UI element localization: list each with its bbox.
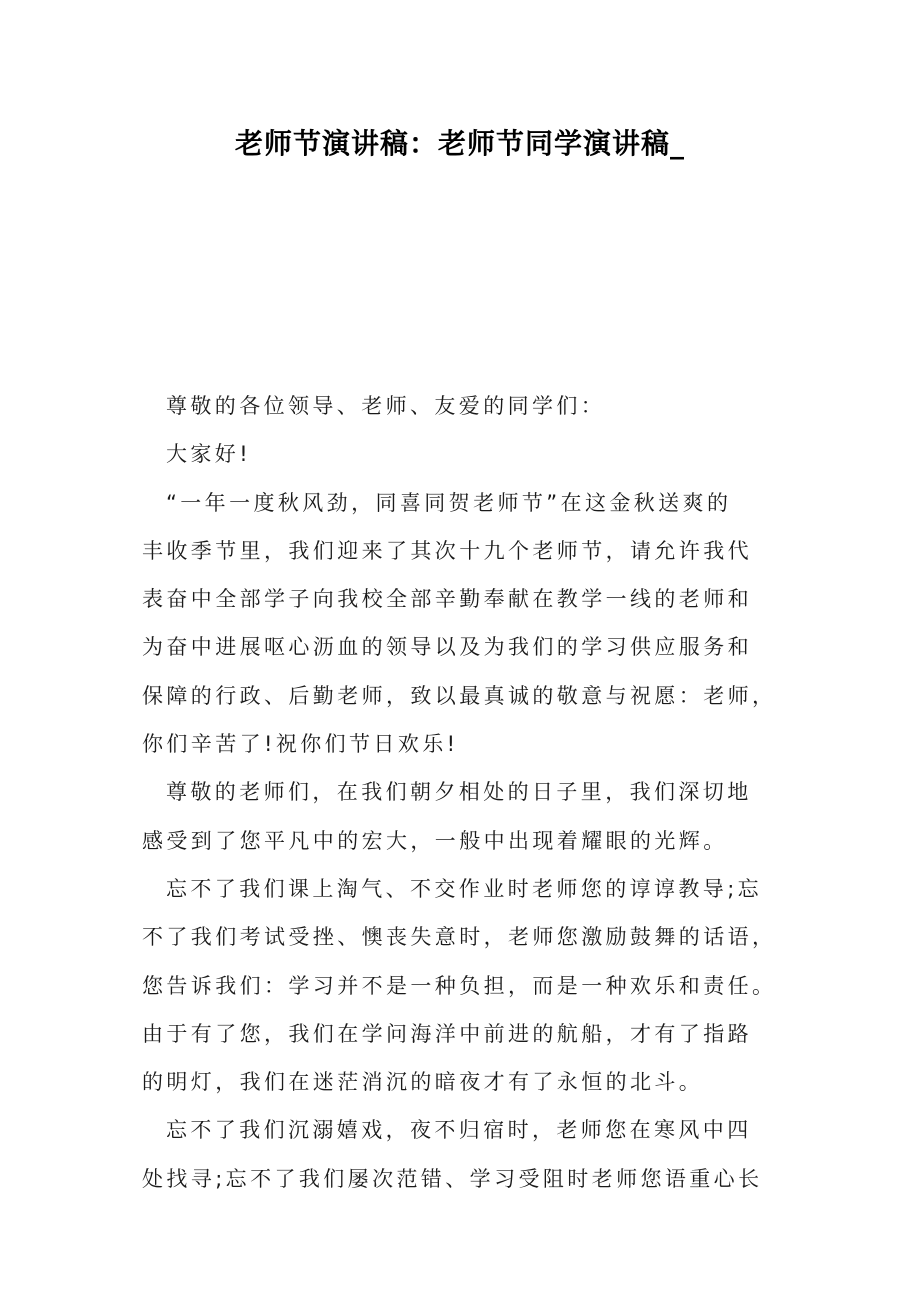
text-line: 忘不了我们课上淘气、不交作业时老师您的谆谆教导;忘 [166, 876, 763, 901]
text-line: 保障的行政、后勤老师，致以最真诚的敬意与祝愿：老师， [142, 683, 777, 708]
text-line: 处找寻;忘不了我们屡次范错、学习受阻时老师您语重心长 [142, 1166, 763, 1191]
text-line: 的明灯，我们在迷茫消沉的暗夜才有了永恒的北斗。 [142, 1070, 704, 1095]
document-title: 老师节演讲稿：老师节同学演讲稿_ [234, 127, 685, 160]
document-body [142, 382, 777, 1203]
text-line: 表奋中全部学子向我校全部辛勤奉献在教学一线的老师和 [142, 587, 752, 612]
text-line: 为奋中进展呕心沥血的领导以及为我们的学习供应服务和 [142, 635, 752, 660]
text-line: 忘不了我们沉溺嬉戏，夜不归宿时，老师您在寒风中四 [166, 1118, 752, 1143]
text-line: 不了我们考试受挫、懊丧失意时，老师您激励鼓舞的话语， [142, 925, 777, 950]
text-line: 你们辛苦了!祝你们节日欢乐! [142, 732, 459, 757]
text-line: 感受到了您平凡中的宏大，一般中出现着耀眼的光辉。 [142, 828, 728, 853]
text-line: 大家好! [166, 442, 252, 467]
text-line: “一年一度秋风劲，同喜同贺老师节”在这金秋送爽的 [166, 490, 732, 515]
text-line: 您告诉我们：学习并不是一种负担，而是一种欢乐和责任。 [142, 973, 777, 998]
text-line: 丰收季节里，我们迎来了其次十九个老师节，请允许我代 [142, 538, 752, 563]
text-line: 尊敬的老师们，在我们朝夕相处的日子里，我们深切地 [166, 780, 752, 805]
text-line: 由于有了您，我们在学问海洋中前进的航船，才有了指路 [142, 1021, 752, 1046]
text-line: 尊敬的各位领导、老师、友爱的同学们： [166, 394, 606, 418]
